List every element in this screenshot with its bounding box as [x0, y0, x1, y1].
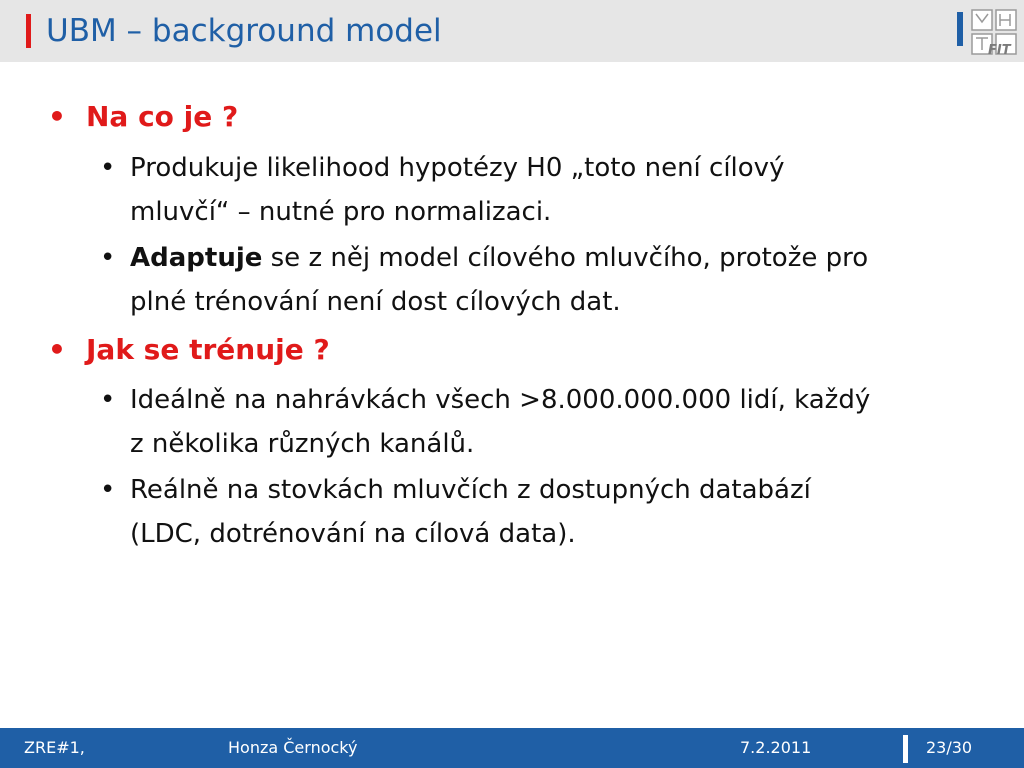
bullet-dot: •	[100, 243, 116, 273]
footer-date: 7.2.2011	[740, 738, 812, 757]
list-item-text: se z něj model cílového mluvčího, protože pro	[262, 243, 869, 273]
slide-footer	[0, 728, 1024, 768]
list-item-line: plné trénování není dost cílových dat.	[130, 287, 621, 317]
bullet-dot: •	[100, 385, 116, 415]
list-item-line: Produkuje likelihood hypotézy H0 „toto není cílový	[130, 153, 785, 183]
svg-text:FIT: FIT	[988, 43, 1011, 56]
footer-page-number: 23/30	[926, 738, 973, 757]
slide-header	[0, 0, 1024, 62]
list-item-line: Ideálně na nahrávkách všech >8.000.000.000 lidí, každý	[130, 385, 871, 415]
list-item-line: Reálně na stovkách mluvčích z dostupných databází	[130, 475, 811, 505]
bullet-dot: •	[100, 475, 116, 505]
footer-author: Honza Černocký	[228, 738, 358, 757]
section-heading-text: Jak se trénuje ?	[86, 333, 330, 366]
list-item-line: mluvčí“ – nutné pro normalizaci.	[130, 197, 552, 227]
bullet-dot: •	[100, 153, 116, 183]
section-heading-text: Na co je ?	[86, 100, 239, 133]
logo-marker	[957, 12, 963, 46]
emphasis-text: Adaptuje	[130, 243, 263, 273]
slide-title: UBM – background model	[46, 13, 442, 49]
bullet-dot: •	[48, 333, 66, 366]
bullet-dot: •	[48, 100, 66, 133]
footer-separator	[903, 735, 908, 763]
list-item-line: z několika různých kanálů.	[130, 429, 475, 459]
list-item-line: (LDC, dotrénování na cílová data).	[130, 519, 576, 549]
footer-course: ZRE#1,	[24, 738, 85, 757]
list-item-line	[130, 236, 868, 280]
fit-vut-logo-icon	[970, 8, 1018, 56]
title-marker	[26, 14, 31, 48]
